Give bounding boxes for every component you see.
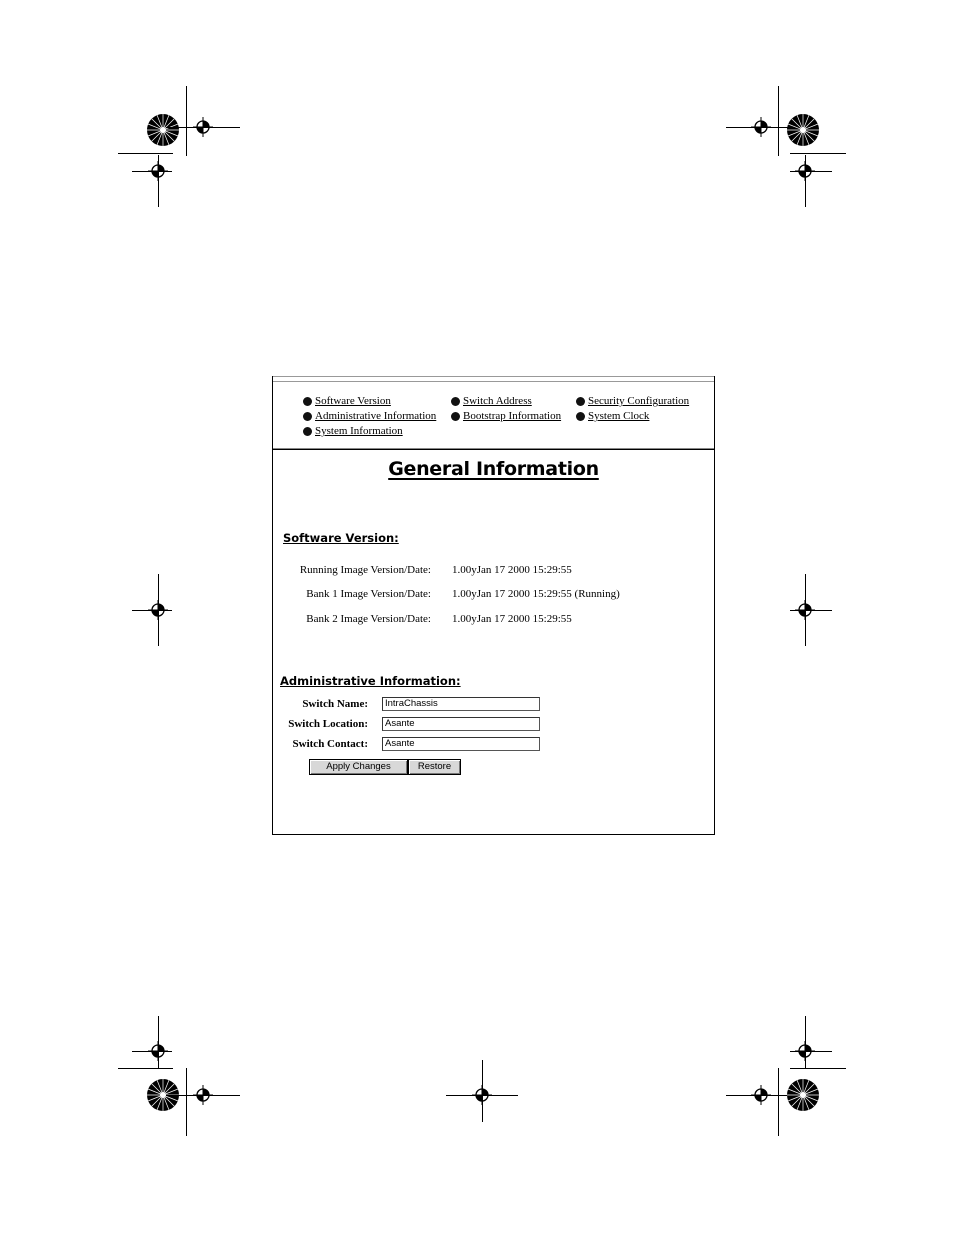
bullet-icon [576, 397, 585, 406]
starburst-icon [786, 113, 820, 147]
running-image-label: Running Image Version/Date: [299, 564, 431, 576]
running-image-value: 1.00yJan 17 2000 15:29:55 [452, 564, 572, 576]
bank1-image-label: Bank 1 Image Version/Date: [306, 588, 431, 600]
bank2-image-value: 1.00yJan 17 2000 15:29:55 [452, 613, 572, 625]
nav-link-label[interactable]: System Information [315, 425, 403, 437]
bank1-image-value: 1.00yJan 17 2000 15:29:55 (Running) [452, 588, 620, 600]
switch-contact-label: Switch Contact: [292, 738, 368, 750]
nav-link-label[interactable]: Bootstrap Information [463, 410, 562, 422]
nav-link-label[interactable]: Software Version [315, 395, 391, 407]
starburst-icon [146, 113, 180, 147]
nav-link-label[interactable]: Switch Address [463, 395, 532, 407]
switch-contact-input[interactable]: Asante [382, 737, 540, 751]
software-version-heading: Software Version: [283, 531, 399, 545]
nav-item-bootstrap-information[interactable] [451, 410, 561, 422]
nav-link-label[interactable]: Security Configuration [588, 395, 690, 407]
restore-button[interactable]: Restore [408, 759, 461, 775]
bullet-icon [451, 397, 460, 406]
page-title [273, 458, 714, 480]
bullet-icon [576, 412, 585, 421]
screenshot-frame [272, 376, 715, 835]
bullet-icon [451, 412, 460, 421]
apply-changes-button[interactable]: Apply Changes [309, 759, 408, 775]
nav-item-system-clock[interactable] [576, 410, 649, 422]
divider [273, 448, 714, 449]
switch-location-label: Switch Location: [288, 718, 368, 730]
bullet-icon [303, 397, 312, 406]
switch-location-input[interactable]: Asante [382, 717, 540, 731]
page-title-text: General Information [388, 458, 599, 480]
switch-name-input[interactable]: IntraChassis [382, 697, 540, 711]
nav-item-system-information[interactable] [303, 425, 403, 437]
bullet-icon [303, 412, 312, 421]
bullet-icon [303, 427, 312, 436]
nav-link-label[interactable]: System Clock [588, 410, 650, 422]
starburst-icon [786, 1078, 820, 1112]
nav-item-security-configuration[interactable] [576, 395, 689, 407]
administrative-information-heading: Administrative Information: [280, 674, 461, 688]
nav-item-administrative-information[interactable] [303, 410, 436, 422]
nav-item-software-version[interactable] [303, 395, 391, 407]
bank2-image-label: Bank 2 Image Version/Date: [306, 613, 431, 625]
nav-links [273, 382, 714, 450]
switch-name-label: Switch Name: [302, 698, 368, 710]
nav-item-switch-address[interactable] [451, 395, 532, 407]
nav-link-label[interactable]: Administrative Information [315, 410, 437, 422]
